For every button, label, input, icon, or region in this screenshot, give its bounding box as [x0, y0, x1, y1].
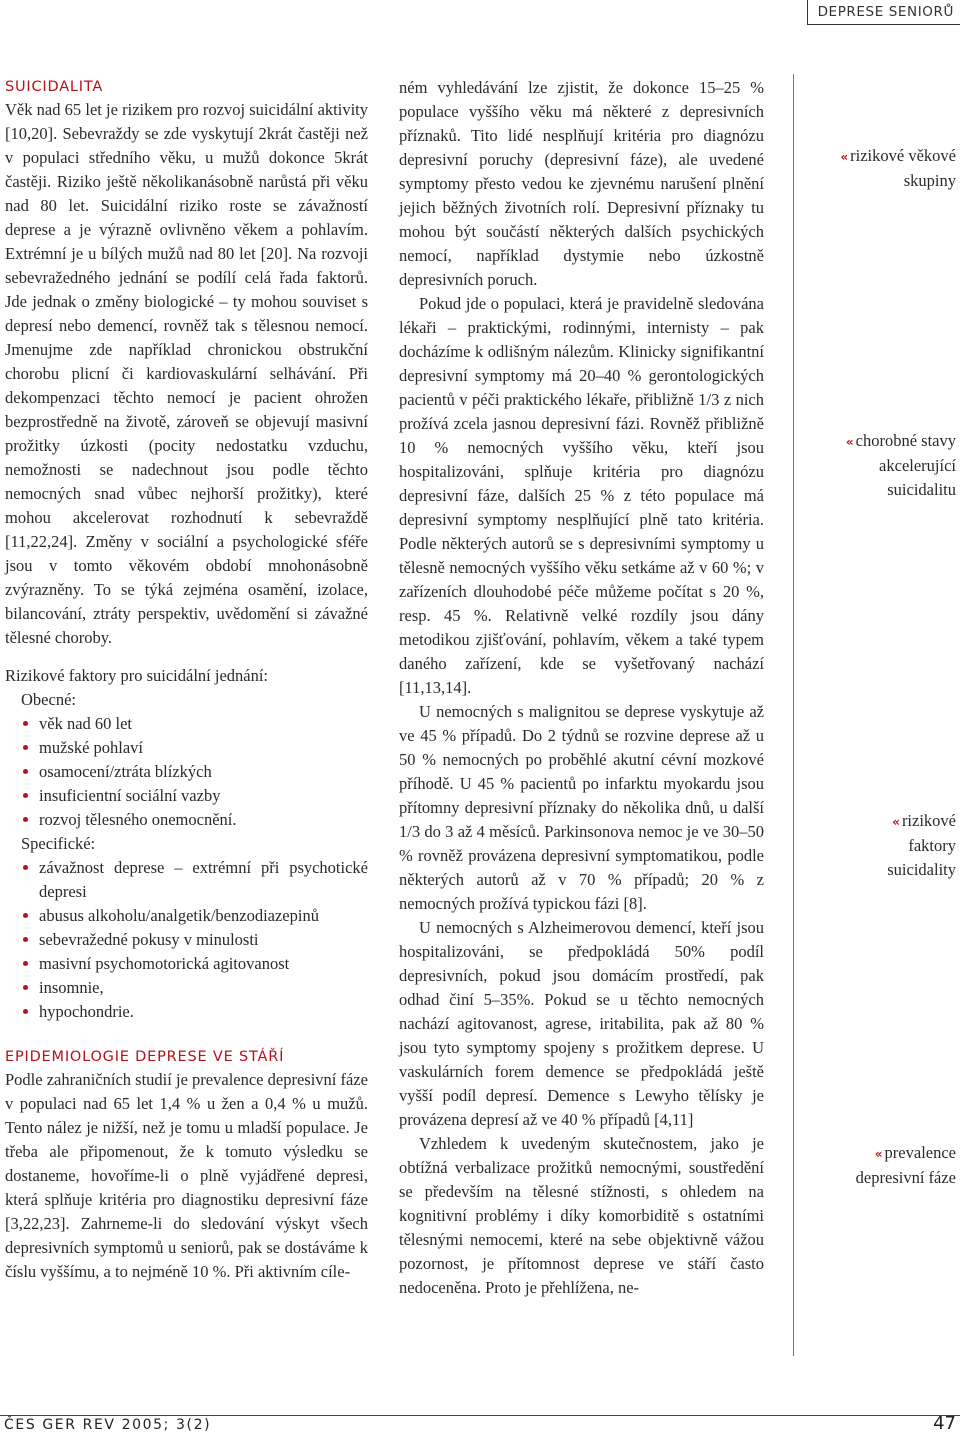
- bullet-icon: [23, 913, 28, 918]
- list-item: osamocení/ztráta blízkých: [21, 760, 368, 784]
- bullet-icon: [23, 817, 28, 822]
- paragraph-suicidalita: Věk nad 65 let je rizikem pro rozvoj suicidální aktivity [10,20]. Sebevraždy se zde vyskytují 2krát častěji než v populaci středního věku, u mužů dokonce 5krát častěji. Riziko ještě několikanásobně narůstá při věku nad 80 let. Suicidální riziko roste se závažností deprese a je výrazně ovlivněno věkem a pohlavím. Extrémní je u bílých mužů nad 80 let [20]. Na rozvoji sebevražedného jednání se podílí celá řada faktorů. Jde jednak o změny biologické – ty mohou souviset s depresí nebo demencí, rovněž tak s tělesnou nemocí. Jmenujme zde například chronickou obstrukční chorobu plicní či kardiovaskulární selhávání. Při dekompenzaci těchto nemocí je pacient ohrožen bezprostředně na životě, zároveň se objevují masivní prožitky úzkosti (pocity nedostatku vzduchu, nemožnosti se nadechnout jsou podle těchto nemocných snad vůbec nejhorší prožitky), které mohou akcelerovat rozhodnutí k sebevraždě [11,22,24]. Změny v sociální a psychologické sféře jsou v tomto věkovém období mnohonásobně zvýrazněny. To se týká zejména osamění, izolace, bilancování, ztráty perspektiv, uvědomění si závažné tělesné choroby.: [5, 100, 368, 647]
- margin-note-risk-factors: « rizikové faktory suicidality: [887, 811, 956, 879]
- risk-specific-list: [5, 856, 368, 1024]
- list-item: rozvoj tělesného onemocnění.: [21, 808, 368, 832]
- page-number: 47: [933, 1413, 956, 1434]
- risk-specific-label: Specifické:: [21, 834, 96, 853]
- paragraph: Pokud jde o populaci, která je pravidelně sledována lékaři – praktickými, rodinnými, internisty – pak docházíme k odlišným nálezům. Klinicky signifikantní depresivní symptomy má 20–40 % gerontologických pacientů v péči praktického lékaře, přibližně 1/3 z nich prožívá zcela jasnou depresivní fázi. Rovněž přibližně 10 % nemocných vyššího věku, kteří jsou hospitalizováni, splňuje kritéria pro diagnózu depresivní fáze, dalších 25 % z této populace má depresivní symptomy nesplňující plně tato kritéria. Podle některých autorů se s depresivními symptomy u tělesně nemocných vyššího věku setkáme až v 60 %; v zařízeních dlouhodobé péče můžeme počítat s 20 %, resp. 45 %. Relativně velké rozdíly jsou dány metodikou zjišťování, pohlavím, věkem a také typem daného zařízení, kde se vyšetřovaný nachází [11,13,14].: [399, 294, 764, 697]
- paragraph-epidemiologie: Podle zahraničních studií je prevalence depresivní fáze v populaci nad 65 let 1,4 % u žen a 0,4 % u mužů. Tento nález je nižší, než je tomu u mladší populace. Je třeba ale připomenout, že k tomuto výsledku se dostaneme, hovoříme-li o plně vyjádřené depresi, která splňuje kritéria pro diagnostiku depresivní fáze [3,22,23]. Zahrneme-li do sledování výskyt všech depresivních symptomů u seniorů, pak se dostáváme k číslu vyššímu, a to nejméně 10 %. Při aktivním cíle-: [5, 1070, 368, 1281]
- list-item: masivní psychomotorická agitovanost: [21, 952, 368, 976]
- double-chevron-left-icon: «: [892, 815, 898, 829]
- bullet-icon: [23, 1009, 28, 1014]
- bullet-icon: [23, 961, 28, 966]
- bullet-icon: [23, 937, 28, 942]
- paragraph: U nemocných s Alzheimerovou demencí, kteří jsou hospitalizováni, se předpokládá 50% podíl depresivních, pokud jsou domácím prostředí, pak odhad činí 5–35%. Pokud se u těchto nemocných nachází agitovanost, agrese, iritabilita, pak až 80 % jsou tyto symptomy spojeny s prožitkem deprese. U vaskulárních forem demence se předpokládá ještě vyšší podíl depresí. Demence s Lewyho tělísky je provázena depresí až ve 40 % případů [4,11]: [399, 918, 764, 1129]
- double-chevron-left-icon: «: [874, 1147, 881, 1161]
- bullet-icon: [23, 721, 28, 726]
- risk-general-label: Obecné:: [21, 690, 76, 709]
- middle-column: [399, 76, 764, 1300]
- bullet-icon: [23, 985, 28, 990]
- risk-general-list: [5, 712, 368, 832]
- double-chevron-left-icon: «: [845, 435, 852, 449]
- list-item: insomnie,: [21, 976, 368, 1000]
- section-heading-epidemiologie: EPIDEMIOLOGIE DEPRESE VE STÁŘÍ: [5, 1049, 285, 1065]
- risk-factors-intro: Rizikové faktory pro suicidální jednání:: [5, 666, 269, 685]
- section-heading-suicidalita: SUICIDALITA: [5, 79, 104, 95]
- list-item: insuficientní sociální vazby: [21, 784, 368, 808]
- bullet-icon: [23, 865, 28, 870]
- journal-citation: ČES GER REV 2005; 3(2): [4, 1417, 212, 1433]
- paragraph: Vzhledem k uvedeným skutečnostem, jako je obtížná verbalizace prožitků nemocnými, soustředění se především na tělesné stížnosti, s ohledem na kognitivní problémy i díky komorbiditě s ostatními tělesnými nemocemi, které na sebe objektivně vážou pozornost, je přítomnost deprese ve stáří často nedoceněna. Proto je přehlížena, ne-: [399, 1134, 764, 1297]
- bullet-icon: [23, 745, 28, 750]
- margin-note-age-groups: « rizikové věkové skupiny: [840, 146, 956, 190]
- list-item: věk nad 60 let: [21, 712, 368, 736]
- margin-notes: [800, 76, 956, 1366]
- list-item: abusus alkoholu/analgetik/benzodiazepinů: [21, 904, 368, 928]
- left-column: [5, 76, 368, 1284]
- running-head: DEPRESE SENIORŮ: [807, 0, 960, 25]
- list-item: závažnost deprese – extrémní při psychotické depresi: [21, 856, 368, 904]
- column-divider: [793, 74, 794, 1356]
- list-item: mužské pohlaví: [21, 736, 368, 760]
- list-item: hypochondrie.: [21, 1000, 368, 1024]
- double-chevron-left-icon: «: [840, 150, 847, 164]
- bullet-icon: [23, 793, 28, 798]
- footer-rule: [0, 1415, 960, 1416]
- margin-note-conditions: « chorobné stavy akcelerující suicidalitu: [845, 431, 956, 499]
- list-item: sebevražedné pokusy v minulosti: [21, 928, 368, 952]
- paragraph: U nemocných s malignitou se deprese vyskytuje až ve 45 % případů. Do 2 týdnů se rozvine deprese až u 50 % nemocných po proběhlé akutní cévní mozkové příhodě. U 45 % pacientů po infarktu myokardu jsou přítomny depresivní příznaky do několika dnů, u další 1/3 do 3 až 4 měsíců. Parkinsonova nemoc je ve 30–50 % rovněž provázena depresivní symptomatikou, podle některých autorů až v 70 % případů; 20 % z nemocných prožívá typickou fázi [8].: [399, 702, 764, 913]
- paragraph: ném vyhledávání lze zjistit, že dokonce 15–25 % populace vyššího věku má některé z depresivních příznaků. Tito lidé nesplňují kritéria pro diagnózu depresivní poruchy (depresivní fáze), ale uvedené symptomy přesto vedou ke zjevnému narušení plnění jejich běžných životních rolí. Depresivní příznaky tu mohou být součástí některých dalších psychických nemocí, například dystymie nebo úzkostně depresivních poruch.: [399, 78, 764, 289]
- bullet-icon: [23, 769, 28, 774]
- margin-note-prevalence: « prevalence depresivní fáze: [855, 1143, 956, 1187]
